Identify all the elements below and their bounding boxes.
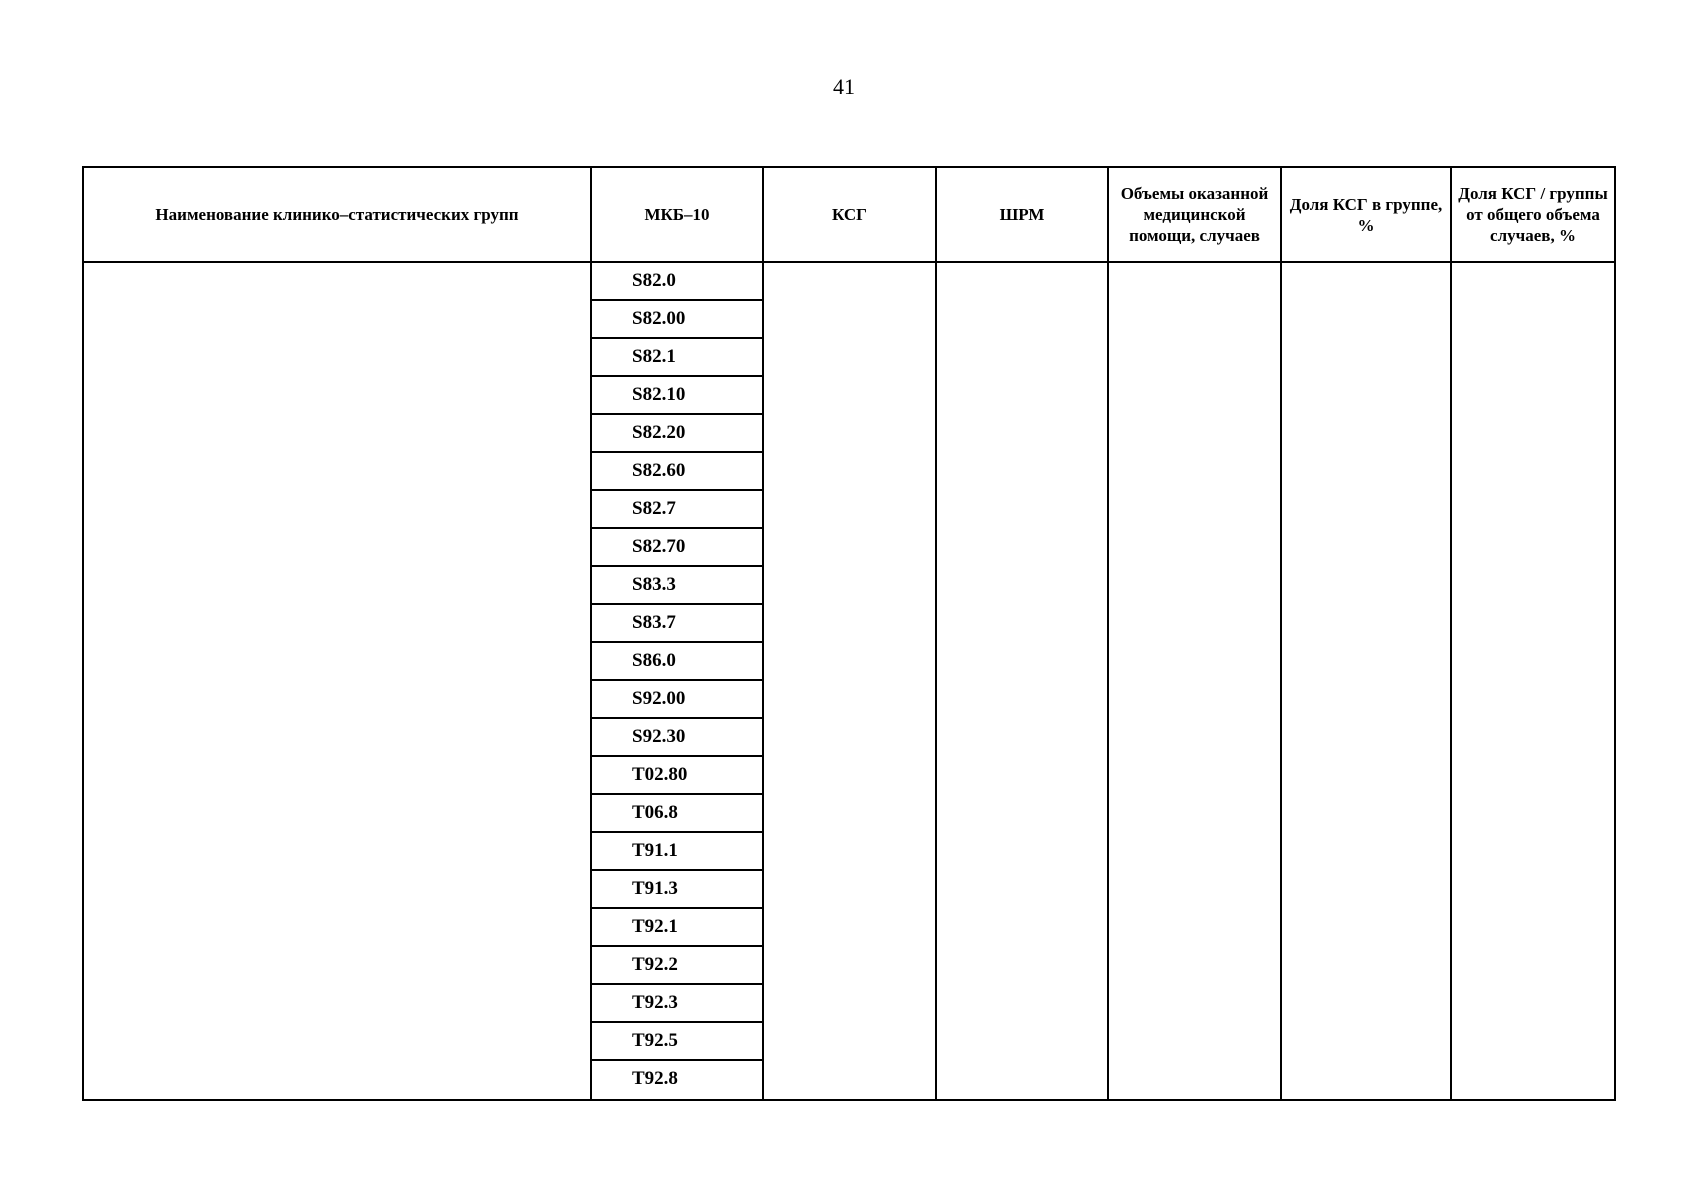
mkb-code-cell: T92.8 — [632, 1068, 678, 1089]
mkb-code-cell: S92.00 — [592, 681, 762, 719]
mkb-code-cell: S82.20 — [592, 415, 762, 453]
mkb-code-cell: S82.0 — [592, 263, 762, 301]
mkb-code-cell: S83.7 — [592, 605, 762, 643]
mkb-code-cell: T91.1 — [592, 833, 762, 871]
mkb-code-cell: T92.3 — [592, 985, 762, 1023]
mkb-codes-cell — [591, 262, 763, 1100]
mkb-code-cell: S82.60 — [592, 453, 762, 491]
mkb-code-cell: T06.8 — [592, 795, 762, 833]
header-shrm: ШРМ — [936, 167, 1108, 262]
shrm-cell — [936, 262, 1108, 1100]
ksg-share-total-cell — [1451, 262, 1615, 1100]
mkb-code-cell: S82.70 — [592, 529, 762, 567]
mkb-code-list — [592, 263, 762, 1099]
data-table — [82, 166, 1616, 1101]
table-row — [83, 262, 1615, 1100]
page-number: 41 — [833, 74, 855, 99]
mkb-code-cell: T91.3 — [592, 871, 762, 909]
header-volume: Объемы оказанной медицинской помощи, случаев — [1108, 167, 1281, 262]
mkb-code-cell: S92.30 — [592, 719, 762, 757]
ksg-share-group-cell — [1281, 262, 1451, 1100]
header-mkb10: МКБ–10 — [591, 167, 763, 262]
mkb-code-cell: S82.10 — [592, 377, 762, 415]
mkb-code-cell: S83.3 — [592, 567, 762, 605]
mkb-code-cell: T92.2 — [592, 947, 762, 985]
mkb-code-cell: S82.00 — [592, 301, 762, 339]
mkb-code-cell: S82.7 — [592, 491, 762, 529]
header-ksg-share-group: Доля КСГ в группе, % — [1281, 167, 1451, 262]
mkb-code-cell: T02.80 — [592, 757, 762, 795]
header-row — [83, 167, 1615, 262]
header-ksg-share-total: Доля КСГ / группы от общего объема случаев, % — [1451, 167, 1615, 262]
ksg-cell — [763, 262, 936, 1100]
mkb-code-cell: T92.1 — [592, 909, 762, 947]
mkb-code-cell: S86.0 — [592, 643, 762, 681]
mkb-code-cell: T92.5 — [592, 1023, 762, 1061]
group-name-cell — [83, 262, 591, 1100]
mkb-code-cell: S82.1 — [592, 339, 762, 377]
header-ksg: КСГ — [763, 167, 936, 262]
volume-cell — [1108, 262, 1281, 1100]
header-group-name: Наименование клинико–статистических групп — [83, 167, 591, 262]
